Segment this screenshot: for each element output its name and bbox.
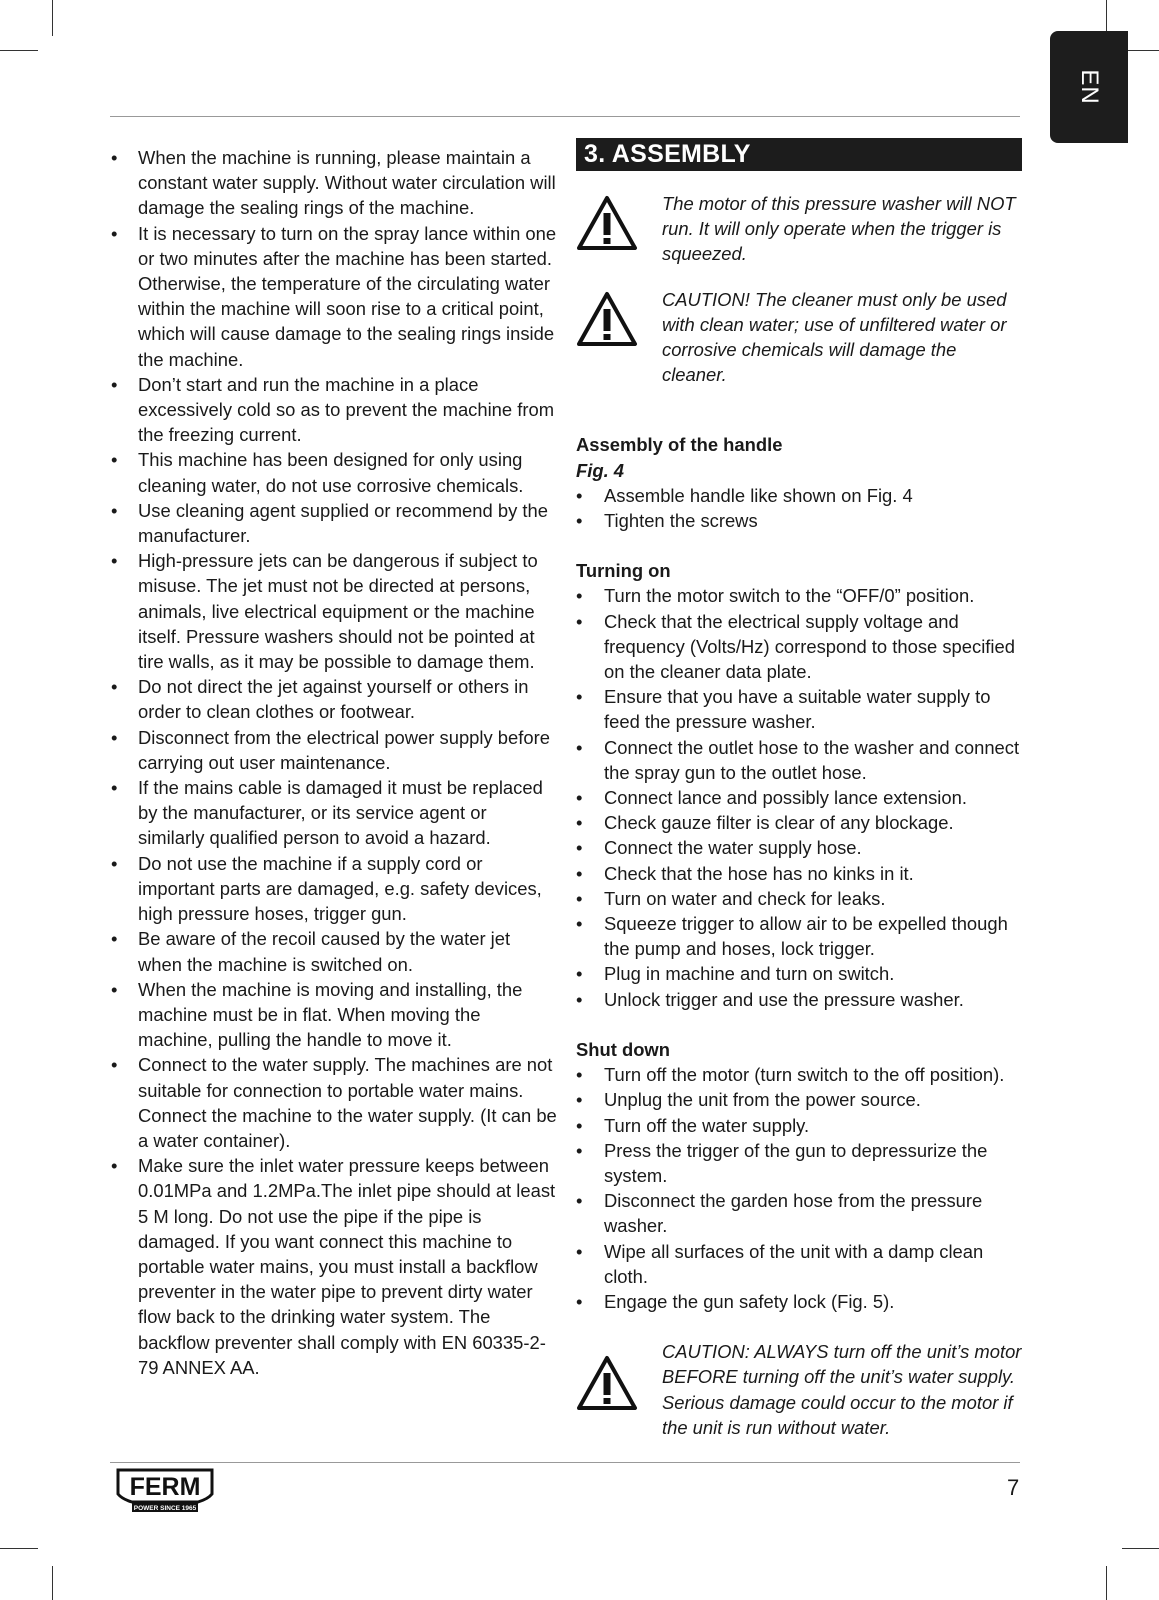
list-item: • Turn the motor switch to the “OFF/0” position. — [576, 583, 1022, 608]
spacer — [576, 1012, 1022, 1037]
top-rule — [110, 116, 1020, 117]
list-item: • Plug in machine and turn on switch. — [576, 961, 1022, 986]
list-item: • Assemble handle like shown on Fig. 4 — [576, 483, 1022, 508]
list-item: • Press the trigger of the gun to depressurize the system. — [576, 1138, 1022, 1188]
left-column — [108, 145, 558, 1380]
shut-down-heading: Shut down — [576, 1038, 670, 1060]
list-item: • Check that the hose has no kinks in it. — [576, 861, 1022, 886]
shut-down-list — [576, 1062, 1022, 1314]
warning-icon — [576, 1339, 662, 1417]
list-item: • When the machine is moving and installing, the machine must be in flat. When moving the machine, pulling the handle to move it. — [108, 977, 558, 1053]
turning-on-list — [576, 583, 1022, 1011]
warning-icon — [576, 191, 662, 257]
list-item: • Check gauze filter is clear of any blockage. — [576, 810, 1022, 835]
crop-mark — [0, 50, 38, 51]
list-item: • Unlock trigger and use the pressure washer. — [576, 987, 1022, 1012]
list-item: • This machine has been designed for only using cleaning water, do not use corrosive chemicals. — [108, 447, 558, 497]
list-item: • It is necessary to turn on the spray lance within one or two minutes after the machine has been started. Otherwise, the temperature of the circulating water within the machine will soon rise to a critical point, which will cause damage to the sealing rings inside the machine. — [108, 221, 558, 372]
warning-icon — [576, 287, 662, 353]
warning-text: CAUTION: ALWAYS turn off the unit’s motor BEFORE turning off the unit’s water supply. Serious damage could occur to the motor if the unit is run without water. — [662, 1341, 1022, 1438]
page-number: 7 — [1007, 1475, 1020, 1500]
crop-mark — [1122, 1548, 1159, 1549]
list-item: • Turn on water and check for leaks. — [576, 886, 1022, 911]
language-tab — [1050, 31, 1128, 143]
list-item: • Connect the water supply hose. — [576, 835, 1022, 860]
warning-block — [576, 1339, 1022, 1440]
warning-block — [576, 287, 1022, 388]
handle-heading: Assembly of the handle — [576, 434, 783, 456]
list-item: • Tighten the screws — [576, 508, 1022, 533]
list-item: • Check that the electrical supply voltage and frequency (Volts/Hz) correspond to those specified on the cleaner data plate. — [576, 609, 1022, 685]
spacer — [576, 407, 1022, 432]
logo-wordmark: FERM — [129, 1473, 201, 1501]
list-item: • When the machine is running, please maintain a constant water supply. Without water circulation will damage the sealing rings of the machine. — [108, 145, 558, 221]
crop-mark — [0, 1548, 38, 1549]
list-item: • Make sure the inlet water pressure keeps between 0.01MPa and 1.2MPa.The inlet pipe should at least 5 M long. Do not use the pipe if the pipe is damaged. If you want connect this machine to portable water mains, you must install a backflow preventer in the water pipe to prevent dirty water flow back to the drinking water system. The backflow preventer shall comply with EN 60335-2-79 ANNEX AA. — [108, 1153, 558, 1380]
section-title: 3. ASSEMBLY — [576, 138, 1022, 171]
list-item: • Disconnect from the electrical power supply before carrying out user maintenance. — [108, 725, 558, 775]
spacer — [576, 533, 1022, 558]
list-item: • If the mains cable is damaged it must be replaced by the manufacturer, or its service agent or similarly qualified person to avoid a hazard. — [108, 775, 558, 851]
list-item: • Do not direct the jet against yourself or others in order to clean clothes or footwear. — [108, 674, 558, 724]
figure-reference: Fig. 4 — [576, 459, 625, 481]
crop-mark — [52, 1566, 53, 1600]
bottom-rule — [110, 1462, 1020, 1463]
logo-tagline: POWER SINCE 1965 — [133, 1505, 197, 1512]
safety-list — [108, 145, 558, 1380]
list-item: • Ensure that you have a suitable water supply to feed the pressure washer. — [576, 684, 1022, 734]
list-item: • Do not use the machine if a supply cord or important parts are damaged, e.g. safety devices, high pressure hoses, trigger gun. — [108, 851, 558, 927]
list-item: • Connect lance and possibly lance extension. — [576, 785, 1022, 810]
list-item: • Turn off the motor (turn switch to the off position). — [576, 1062, 1022, 1087]
list-item: • Connect to the water supply. The machines are not suitable for connection to portable water mains. Connect the machine to the water supply. (It can be a water container). — [108, 1052, 558, 1153]
crop-mark — [52, 0, 53, 36]
turning-on-heading: Turning on — [576, 560, 671, 582]
list-item: • Turn off the water supply. — [576, 1113, 1022, 1138]
list-item: • Disconnect the garden hose from the pressure washer. — [576, 1188, 1022, 1238]
right-column — [576, 138, 1022, 1460]
list-item: • Don’t start and run the machine in a place excessively cold so as to prevent the machine from the freezing current. — [108, 372, 558, 448]
list-item: • High-pressure jets can be dangerous if subject to misuse. The jet must not be directed at persons, animals, live electrical equipment or the machine itself. Pressure washers should not be pointed at tire walls, as it may be possible to damage them. — [108, 548, 558, 674]
list-item: • Be aware of the recoil caused by the water jet when the machine is switched on. — [108, 926, 558, 976]
list-item: • Unplug the unit from the power source. — [576, 1087, 1022, 1112]
warning-text: The motor of this pressure washer will NOT run. It will only operate when the trigger is squeezed. — [662, 193, 1016, 265]
language-tab-label: EN — [1076, 69, 1103, 105]
crop-mark — [1106, 1566, 1107, 1600]
ferm-logo — [112, 1468, 218, 1519]
handle-list — [576, 483, 1022, 533]
list-item: • Squeeze trigger to allow air to be expelled though the pump and hoses, lock trigger. — [576, 911, 1022, 961]
list-item: • Use cleaning agent supplied or recommend by the manufacturer. — [108, 498, 558, 548]
warning-block — [576, 191, 1022, 267]
list-item: • Connect the outlet hose to the washer and connect the spray gun to the outlet hose. — [576, 735, 1022, 785]
spacer — [576, 1314, 1022, 1339]
list-item: • Engage the gun safety lock (Fig. 5). — [576, 1289, 1022, 1314]
list-item: • Wipe all surfaces of the unit with a damp clean cloth. — [576, 1239, 1022, 1289]
warning-text: CAUTION! The cleaner must only be used with clean water; use of unfiltered water or corrosive chemicals will damage the cleaner. — [662, 288, 1007, 386]
